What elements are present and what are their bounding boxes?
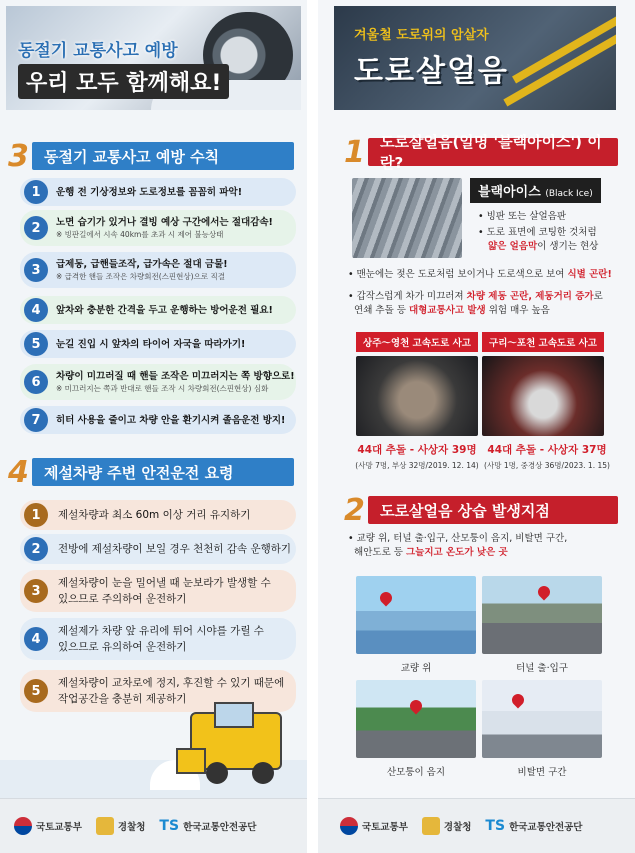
tile-caption: 교량 위 — [400, 663, 432, 674]
snowplow-tip — [20, 570, 296, 612]
section-3-header — [8, 140, 298, 172]
accident-caption: 44대 추돌 - 사상자 37명 — [487, 444, 607, 456]
rule-text: 눈길 진입 시 앞차의 타이어 자국을 따라가기! — [56, 338, 246, 350]
black-ice-bullet-cont — [488, 240, 598, 253]
tip-text — [58, 575, 271, 607]
molit-logo — [14, 817, 82, 835]
rule-text: 앞차와 충분한 간격을 두고 운행하는 방어운전 필요! — [56, 304, 273, 316]
desc-text: 로 — [593, 291, 603, 302]
rule-main: 차량이 미끄러질 때 핸들 조작은 미끄러지는 쪽 방향으로! — [56, 371, 295, 382]
rule-text — [56, 258, 228, 282]
section-title: 제설차량 주변 안전운전 요령 — [32, 458, 294, 486]
desc-text: 연쇄 추돌 등 — [354, 305, 409, 316]
org-name: 국토교통부 — [362, 822, 408, 833]
rule-main: 급제동, 급핸들조작, 급가속은 절대 금물! — [56, 259, 228, 270]
section-title: 도로살얼음(일명 '블랙아이스') 이란? — [368, 138, 618, 166]
desc-highlight: 차량 제동 곤란, 제동거리 증가 — [466, 291, 594, 302]
section-1-header — [344, 133, 630, 172]
left-panel — [0, 0, 307, 853]
location-desc: • 교량 위, 터널 출·입구, 산모퉁이 음지, 비탈면 구간, 해안도로 등 그늘지고 온도가 낮은 곳 — [348, 533, 568, 558]
rule-number: 1 — [24, 180, 48, 204]
black-ice-desc-1: • 맨눈에는 젖은 도로처럼 보이거나 도로색으로 보여 식별 곤란! — [348, 269, 612, 280]
shaded-curve-illustration — [356, 680, 476, 758]
section-number: 3 — [8, 138, 29, 174]
bullet-highlight: 얇은 얼음막 — [488, 241, 538, 252]
rule-item — [20, 364, 296, 400]
section-2-header — [344, 494, 630, 526]
rule-number: 2 — [24, 216, 48, 240]
tile-caption: 산모퉁이 음지 — [386, 767, 446, 778]
section-title: 동절기 교통사고 예방 수칙 — [32, 142, 294, 170]
tip-line-2: 있으므로 주의하여 운전하기 — [58, 593, 187, 605]
org-name: 한국교통안전공단 — [509, 822, 583, 833]
bullet-text: 빙판 또는 살얼음판 — [486, 211, 567, 222]
rule-item — [20, 296, 296, 324]
desc-text: 맨눈에는 젖은 도로처럼 보이거나 도로색으로 보여 — [356, 269, 568, 280]
taegeuk-icon — [340, 817, 358, 835]
rule-number: 4 — [24, 298, 48, 322]
rule-text — [56, 370, 295, 394]
police-logo — [96, 817, 146, 835]
banner-subtitle: 겨울철 도로위의 암살자 — [354, 28, 489, 43]
molit-logo — [340, 817, 408, 835]
org-name: 한국교통안전공단 — [183, 822, 257, 833]
taegeuk-icon — [14, 817, 32, 835]
black-ice-photo — [352, 178, 462, 258]
accident-detail: (사망 1명, 중경상 36명/2023. 1. 15) — [484, 461, 610, 470]
rule-item — [20, 178, 296, 206]
bridge-illustration — [356, 576, 476, 654]
tip-text: 전방에 제설차량이 보일 경우 천천히 감속 운행하기 — [58, 543, 292, 555]
police-logo — [422, 817, 472, 835]
section-number: 2 — [344, 492, 365, 528]
police-badge-icon — [96, 817, 114, 835]
location-pin-icon — [408, 698, 425, 715]
black-ice-desc-2: • 갑작스럽게 차가 미끄러져 차량 제동 곤란, 제동거리 증가로 연쇄 추돌 등 대형교통사고 발생 위험 매우 높음 — [348, 291, 603, 316]
road-line — [503, 30, 616, 107]
rule-item — [20, 330, 296, 358]
label-ko: 블랙아이스 — [478, 185, 541, 200]
tip-text — [58, 623, 264, 655]
rule-number: 5 — [24, 332, 48, 356]
kotsa-logo — [485, 818, 582, 834]
desc-text: 위험 매우 높음 — [485, 305, 550, 316]
org-name: 국토교통부 — [36, 822, 82, 833]
tip-line-1: 제설차량이 교차로에 정지, 후진할 수 있기 때문에 — [58, 677, 285, 689]
location-pin-icon — [536, 584, 553, 601]
rule-item — [20, 252, 296, 288]
snowplow-tip — [20, 534, 296, 564]
section-4-header — [8, 456, 298, 488]
right-panel — [318, 0, 635, 853]
tip-line-1: 제설제가 차량 앞 유리에 튀어 시야를 가릴 수 — [58, 625, 264, 637]
tunnel-illustration — [482, 576, 602, 654]
tip-number: 1 — [24, 503, 48, 527]
rule-item — [20, 406, 296, 434]
accident-detail: (사망 7명, 부상 32명/2019. 12. 14) — [355, 461, 479, 470]
accident-label: 구리～포천 고속도로 사고 — [482, 332, 604, 352]
left-banner — [6, 6, 301, 110]
desc-text: 갑작스럽게 차가 미끄러져 — [356, 291, 467, 302]
rule-main: 노면 습기가 있거나 결빙 예상 구간에서는 절대감속! — [56, 217, 273, 228]
snowplow-cab — [214, 702, 254, 728]
rule-number: 6 — [24, 370, 48, 394]
black-ice-label — [470, 178, 601, 203]
desc-highlight: 그늘지고 온도가 낮은 곳 — [405, 547, 508, 558]
left-footer — [0, 798, 307, 853]
section-title: 도로살얼음 상습 발생지점 — [368, 496, 618, 524]
rule-item — [20, 210, 296, 246]
tip-line-2: 있으므로 유의하여 운전하기 — [58, 641, 187, 653]
right-footer — [318, 798, 635, 853]
tip-number: 4 — [24, 627, 48, 651]
location-pin-icon — [378, 590, 395, 607]
rule-number: 3 — [24, 258, 48, 282]
rule-note: ※ 급격한 핸들 조작은 차량회전(스핀현상)으로 직결 — [56, 272, 225, 281]
wheel — [206, 762, 228, 784]
desc-text: 교량 위, 터널 출·입구, 산모퉁이 음지, 비탈면 구간, — [356, 533, 568, 544]
snowplow-blade — [176, 748, 206, 774]
right-banner — [334, 6, 616, 110]
tile-caption: 비탈면 구간 — [517, 767, 567, 778]
banner-title: 도로살얼음 — [354, 54, 509, 89]
snowplow-illustration — [0, 700, 307, 800]
tile-caption: 터널 출·입구 — [516, 663, 568, 674]
accident-photo — [482, 356, 604, 436]
label-en: (Black Ice) — [545, 189, 593, 199]
rule-number: 7 — [24, 408, 48, 432]
org-name: 경찰청 — [443, 822, 472, 833]
section-number: 4 — [8, 454, 29, 490]
section-number: 1 — [344, 134, 365, 170]
tip-number: 2 — [24, 537, 48, 561]
bullet-text: 도로 표면에 코팅한 것처럼 — [486, 227, 597, 238]
accident-photo — [356, 356, 478, 436]
black-ice-bullet: • 도로 표면에 코팅한 것처럼 — [478, 227, 597, 238]
snowplow-tip — [20, 500, 296, 530]
black-ice-bullet: • 빙판 또는 살얼음판 — [478, 211, 567, 222]
desc-text: 해안도로 등 — [354, 547, 406, 558]
tip-line-2: 작업공간을 충분히 제공하기 — [58, 693, 187, 705]
rule-text: 히터 사용을 줄이고 차량 안을 환기시켜 졸음운전 방지! — [56, 414, 286, 426]
police-badge-icon — [422, 817, 440, 835]
kotsa-logo — [159, 818, 256, 834]
rule-text — [56, 216, 273, 240]
accident-caption: 44대 추돌 - 사상자 39명 — [357, 444, 477, 456]
banner-line-2: 우리 모두 함께해요! — [18, 64, 229, 99]
ts-mark: TS — [485, 818, 506, 834]
location-pin-icon — [510, 692, 527, 709]
wheel — [252, 762, 274, 784]
slope-illustration — [482, 680, 602, 758]
tip-line-1: 제설차량이 눈을 밀어낼 때 눈보라가 발생할 수 — [58, 577, 271, 589]
org-name: 경찰청 — [117, 822, 146, 833]
desc-highlight: 식별 곤란! — [567, 269, 612, 280]
tip-number: 3 — [24, 579, 48, 603]
banner-line-1: 동절기 교통사고 예방 — [18, 41, 178, 61]
tip-number: 5 — [24, 679, 48, 703]
accident-label: 상주～영천 고속도로 사고 — [356, 332, 478, 352]
desc-highlight: 대형교통사고 발생 — [409, 305, 486, 316]
bullet-text: 이 생기는 현상 — [537, 241, 599, 252]
rule-text: 운행 전 기상정보와 도로정보를 꼼꼼히 파악! — [56, 186, 243, 198]
tip-text: 제설차량과 최소 60m 이상 거리 유지하기 — [58, 509, 251, 521]
rule-note: ※ 미끄러지는 쪽과 반대로 핸들 조작 시 차량회전(스핀현상) 심화 — [56, 384, 269, 393]
rule-note: ※ 빙판길에서 시속 40km를 초과 시 제어 불능상태 — [56, 230, 224, 239]
snowplow-tip — [20, 618, 296, 660]
ts-mark: TS — [159, 818, 180, 834]
